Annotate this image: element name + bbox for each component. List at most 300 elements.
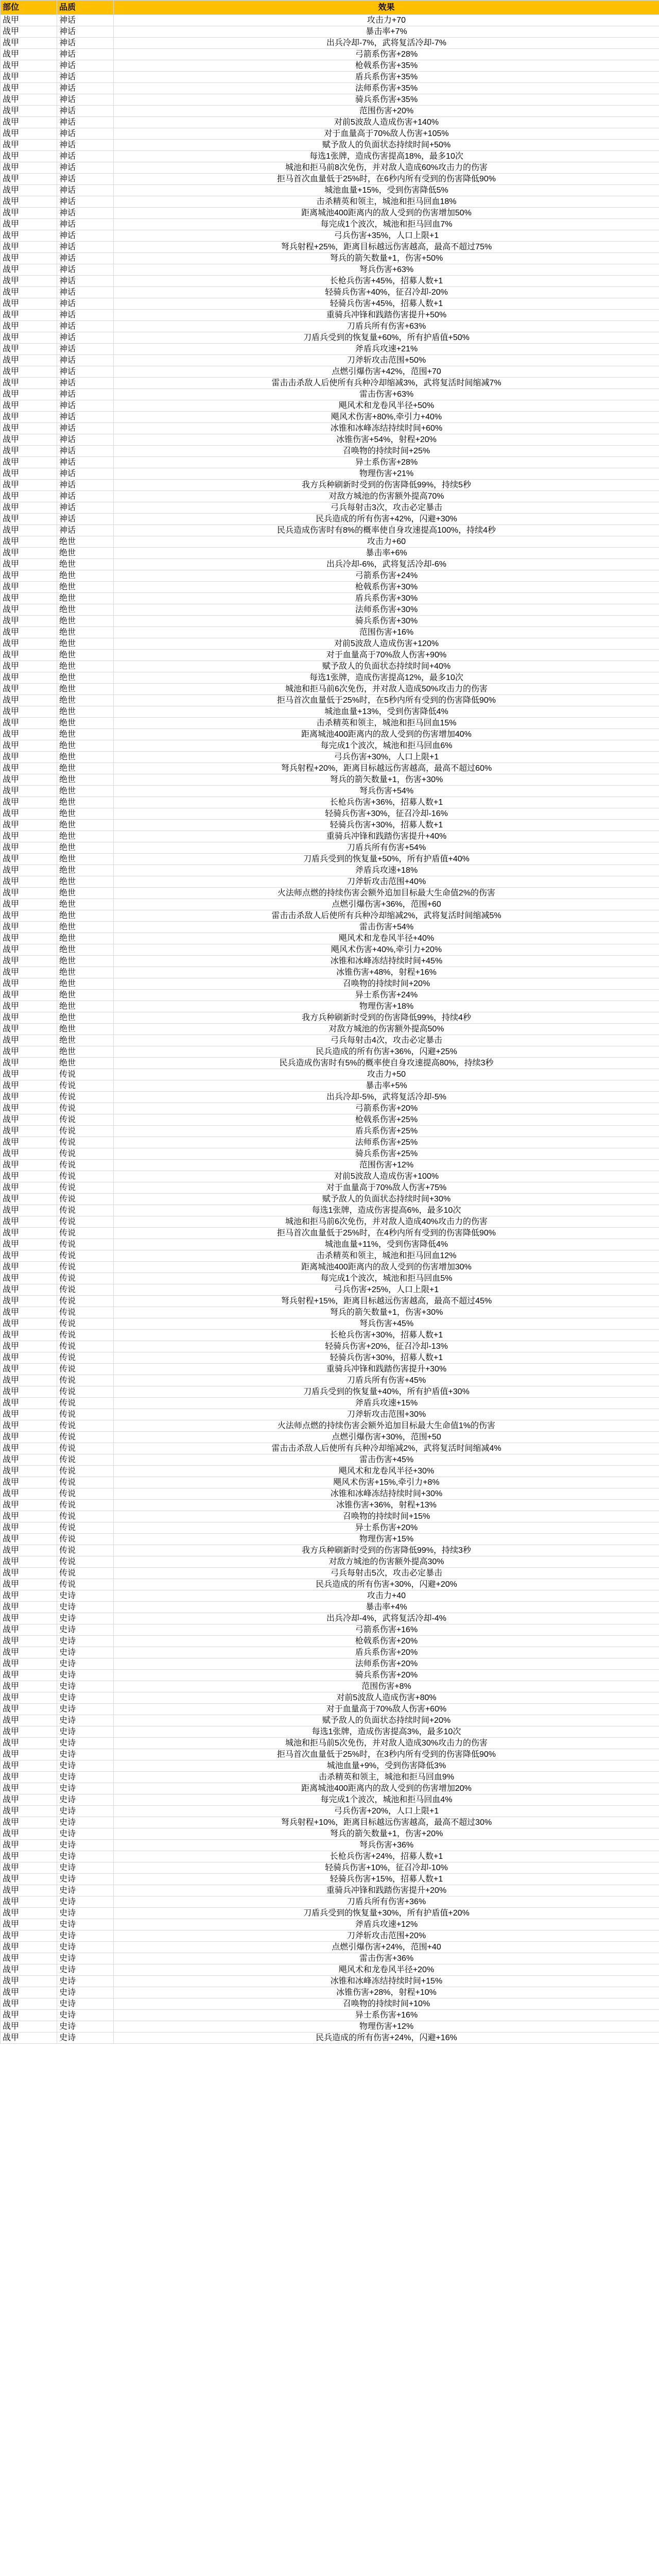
cell-effect: 飓风术和龙卷风半径+50%: [114, 400, 659, 412]
cell-effect: 雷击击杀敌人后使所有兵种冷却缩减2%，武将复活时间缩减5%: [114, 910, 659, 922]
table-row: [1, 1012, 659, 1024]
table-row: [1, 831, 659, 842]
cell-slot: 战甲: [1, 1602, 57, 1613]
cell-quality: 史诗: [57, 1715, 114, 1726]
cell-slot: 战甲: [1, 276, 57, 287]
table-row: [1, 854, 659, 865]
cell-slot: 战甲: [1, 718, 57, 729]
table-row: [1, 1160, 659, 1171]
cell-slot: 战甲: [1, 219, 57, 230]
table-row: [1, 684, 659, 695]
cell-slot: 战甲: [1, 1024, 57, 1035]
cell-effect: 每完成1个波次，城池和拒马回血7%: [114, 219, 659, 230]
cell-slot: 战甲: [1, 593, 57, 604]
cell-effect: 异士系伤害+16%: [114, 2010, 659, 2021]
cell-slot: 战甲: [1, 740, 57, 752]
cell-slot: 战甲: [1, 253, 57, 264]
cell-quality: 传说: [57, 1545, 114, 1556]
cell-effect: 刀盾兵受到的恢复量+60%，所有护盾值+50%: [114, 332, 659, 344]
cell-quality: 传说: [57, 1318, 114, 1330]
cell-effect: 距离城池400距离内的敌人受到的伤害增加50%: [114, 208, 659, 219]
cell-quality: 传说: [57, 1103, 114, 1114]
cell-slot: 战甲: [1, 366, 57, 378]
cell-slot: 战甲: [1, 1171, 57, 1182]
cell-slot: 战甲: [1, 933, 57, 944]
cell-effect: 雷击击杀敌人后使所有兵种冷却缩减3%，武将复活时间缩减7%: [114, 378, 659, 389]
cell-effect: 出兵冷却-4%，武将复活冷却-4%: [114, 1613, 659, 1624]
table-row: [1, 1874, 659, 1885]
cell-effect: 城池和拒马前6次免伤，并对敌人造成40%攻击力的伤害: [114, 1216, 659, 1228]
table-row: [1, 1024, 659, 1035]
cell-effect: 民兵造成伤害时有8%的概率使自身攻速提高100%，持续4秒: [114, 525, 659, 536]
cell-effect: 城池血量+11%，受到伤害降低4%: [114, 1239, 659, 1250]
table-row: [1, 468, 659, 480]
cell-quality: 神话: [57, 185, 114, 196]
cell-effect: 飓风术伤害+15%,牵引力+8%: [114, 1477, 659, 1488]
cell-effect: 弓箭系伤害+16%: [114, 1624, 659, 1636]
cell-effect: 点燃引爆伤害+42%，范围+70: [114, 366, 659, 378]
cell-slot: 战甲: [1, 117, 57, 128]
cell-effect: 对敌方城池的伤害额外提高50%: [114, 1024, 659, 1035]
cell-slot: 战甲: [1, 1670, 57, 1681]
cell-quality: 神话: [57, 480, 114, 491]
table-row: [1, 1998, 659, 2010]
cell-slot: 战甲: [1, 2021, 57, 2032]
cell-effect: 弓兵伤害+25%，人口上限+1: [114, 1284, 659, 1296]
table-row: [1, 1171, 659, 1182]
cell-quality: 绝世: [57, 808, 114, 820]
cell-slot: 战甲: [1, 514, 57, 525]
cell-effect: 弩兵的箭矢数量+1，伤害+30%: [114, 774, 659, 786]
cell-quality: 史诗: [57, 1874, 114, 1885]
cell-quality: 传说: [57, 1126, 114, 1137]
cell-effect: 刀盾兵受到的恢复量+30%，所有护盾值+20%: [114, 1908, 659, 1919]
cell-quality: 绝世: [57, 1046, 114, 1058]
cell-slot: 战甲: [1, 910, 57, 922]
cell-slot: 战甲: [1, 457, 57, 468]
cell-slot: 战甲: [1, 729, 57, 740]
cell-quality: 绝世: [57, 661, 114, 672]
cell-slot: 战甲: [1, 38, 57, 49]
cell-effect: 弓兵伤害+30%，人口上限+1: [114, 752, 659, 763]
cell-quality: 神话: [57, 491, 114, 502]
cell-effect: 范围伤害+8%: [114, 1681, 659, 1692]
cell-effect: 法师系伤害+20%: [114, 1658, 659, 1670]
cell-effect: 对于血量高于70%敌人伤害+90%: [114, 650, 659, 661]
table-row: [1, 1341, 659, 1352]
cell-slot: 战甲: [1, 106, 57, 117]
table-row: [1, 1092, 659, 1103]
table-row: [1, 1692, 659, 1704]
cell-slot: 战甲: [1, 287, 57, 298]
cell-slot: 战甲: [1, 1466, 57, 1477]
cell-slot: 战甲: [1, 468, 57, 480]
cell-effect: 枪戟系伤害+30%: [114, 582, 659, 593]
cell-quality: 绝世: [57, 570, 114, 582]
cell-effect: 骑兵系伤害+30%: [114, 616, 659, 627]
cell-effect: 范围伤害+12%: [114, 1160, 659, 1171]
table-row: [1, 1250, 659, 1262]
table-row: [1, 706, 659, 718]
cell-quality: 史诗: [57, 1624, 114, 1636]
cell-quality: 神话: [57, 344, 114, 355]
cell-slot: 战甲: [1, 1420, 57, 1432]
cell-slot: 战甲: [1, 298, 57, 310]
table-row: [1, 1080, 659, 1092]
table-row: [1, 695, 659, 706]
cell-effect: 弩兵的箭矢数量+1，伤害+30%: [114, 1307, 659, 1318]
cell-slot: 战甲: [1, 94, 57, 106]
cell-quality: 传说: [57, 1137, 114, 1148]
header-row: [1, 1, 659, 15]
table-row: [1, 128, 659, 140]
cell-quality: 史诗: [57, 1964, 114, 1976]
cell-slot: 战甲: [1, 1704, 57, 1715]
cell-quality: 绝世: [57, 1058, 114, 1069]
cell-effect: 斧盾兵攻速+21%: [114, 344, 659, 355]
cell-effect: 城池和拒马前6次免伤，并对敌人造成50%攻击力的伤害: [114, 684, 659, 695]
cell-quality: 史诗: [57, 1806, 114, 1817]
cell-quality: 神话: [57, 457, 114, 468]
cell-quality: 绝世: [57, 786, 114, 797]
cell-quality: 史诗: [57, 1987, 114, 1998]
cell-slot: 战甲: [1, 1613, 57, 1624]
cell-slot: 战甲: [1, 480, 57, 491]
cell-effect: 法师系伤害+25%: [114, 1137, 659, 1148]
cell-quality: 史诗: [57, 1976, 114, 1987]
cell-quality: 绝世: [57, 684, 114, 695]
cell-effect: 枪戟系伤害+25%: [114, 1114, 659, 1126]
cell-slot: 战甲: [1, 83, 57, 94]
cell-slot: 战甲: [1, 60, 57, 72]
cell-quality: 史诗: [57, 1908, 114, 1919]
cell-effect: 刀盾兵所有伤害+63%: [114, 321, 659, 332]
cell-slot: 战甲: [1, 1239, 57, 1250]
cell-effect: 每选1张牌，造成伤害提高6%，最多10次: [114, 1205, 659, 1216]
cell-slot: 战甲: [1, 808, 57, 820]
cell-effect: 飓风术和龙卷风半径+20%: [114, 1964, 659, 1976]
cell-effect: 盾兵系伤害+20%: [114, 1647, 659, 1658]
cell-quality: 传说: [57, 1330, 114, 1341]
cell-slot: 战甲: [1, 1103, 57, 1114]
cell-slot: 战甲: [1, 502, 57, 514]
table-row: [1, 1851, 659, 1862]
table-row: [1, 604, 659, 616]
cell-slot: 战甲: [1, 1500, 57, 1511]
table-row: [1, 1658, 659, 1670]
cell-effect: 范围伤害+16%: [114, 627, 659, 638]
table-row: [1, 842, 659, 854]
cell-slot: 战甲: [1, 400, 57, 412]
table-row: [1, 1216, 659, 1228]
cell-quality: 神话: [57, 174, 114, 185]
cell-slot: 战甲: [1, 1296, 57, 1307]
table-row: [1, 559, 659, 570]
cell-effect: 赋予敌人的负面状态持续时间+20%: [114, 1715, 659, 1726]
cell-slot: 战甲: [1, 1806, 57, 1817]
cell-quality: 绝世: [57, 638, 114, 650]
cell-effect: 弓箭系伤害+28%: [114, 49, 659, 60]
cell-effect: 弓箭系伤害+24%: [114, 570, 659, 582]
table-row: [1, 956, 659, 967]
cell-slot: 战甲: [1, 1987, 57, 1998]
cell-slot: 战甲: [1, 1545, 57, 1556]
table-row: [1, 1466, 659, 1477]
cell-quality: 绝世: [57, 910, 114, 922]
cell-slot: 战甲: [1, 2010, 57, 2021]
cell-slot: 战甲: [1, 1477, 57, 1488]
table-row: [1, 1760, 659, 1772]
cell-effect: 赋予敌人的负面状态持续时间+30%: [114, 1194, 659, 1205]
cell-slot: 战甲: [1, 1352, 57, 1364]
cell-quality: 神话: [57, 298, 114, 310]
cell-effect: 距离城池400距离内的敌人受到的伤害增加30%: [114, 1262, 659, 1273]
table-row: [1, 1194, 659, 1205]
cell-effect: 骑兵系伤害+25%: [114, 1148, 659, 1160]
cell-slot: 战甲: [1, 763, 57, 774]
table-row: [1, 502, 659, 514]
cell-slot: 战甲: [1, 1817, 57, 1828]
cell-effect: 民兵造成伤害时有5%的概率使自身攻速提高80%，持续3秒: [114, 1058, 659, 1069]
table-row: [1, 208, 659, 219]
table-row: [1, 514, 659, 525]
table-row: [1, 1409, 659, 1420]
cell-effect: 雷击伤害+63%: [114, 389, 659, 400]
table-row: [1, 1987, 659, 1998]
cell-slot: 战甲: [1, 1307, 57, 1318]
cell-effect: 出兵冷却-5%，武将复活冷却-5%: [114, 1092, 659, 1103]
cell-quality: 绝世: [57, 672, 114, 684]
table-row: [1, 1488, 659, 1500]
cell-effect: 击杀精英和领主，城池和拒马回血12%: [114, 1250, 659, 1262]
cell-slot: 战甲: [1, 128, 57, 140]
cell-quality: 神话: [57, 502, 114, 514]
table-row: [1, 876, 659, 888]
table-row: [1, 1670, 659, 1681]
cell-effect: 刀盾兵所有伤害+45%: [114, 1375, 659, 1386]
table-row: [1, 162, 659, 174]
cell-slot: 战甲: [1, 1284, 57, 1296]
cell-effect: 拒马首次血量低于25%时，在6秒内所有受到的伤害降低90%: [114, 174, 659, 185]
cell-slot: 战甲: [1, 242, 57, 253]
cell-slot: 战甲: [1, 1432, 57, 1443]
table-row: [1, 457, 659, 468]
cell-effect: 拒马首次血量低于25%时，在3秒内所有受到的伤害降低90%: [114, 1749, 659, 1760]
table-row: [1, 729, 659, 740]
cell-effect: 城池血量+9%，受到伤害降低3%: [114, 1760, 659, 1772]
cell-slot: 战甲: [1, 1738, 57, 1749]
cell-quality: 绝世: [57, 922, 114, 933]
cell-quality: 史诗: [57, 1828, 114, 1840]
table-row: [1, 1534, 659, 1545]
cell-slot: 战甲: [1, 1375, 57, 1386]
cell-effect: 出兵冷却-6%，武将复活冷却-6%: [114, 559, 659, 570]
cell-quality: 绝世: [57, 763, 114, 774]
cell-quality: 传说: [57, 1477, 114, 1488]
cell-quality: 传说: [57, 1284, 114, 1296]
cell-effect: 轻骑兵伤害+30%，征召冷却-16%: [114, 808, 659, 820]
table-row: [1, 899, 659, 910]
cell-effect: 距离城池400距离内的敌人受到的伤害增加20%: [114, 1783, 659, 1794]
cell-effect: 弩兵射程+25%，距离目标越远伤害越高，最高不超过75%: [114, 242, 659, 253]
cell-quality: 传说: [57, 1488, 114, 1500]
cell-slot: 战甲: [1, 196, 57, 208]
cell-slot: 战甲: [1, 1998, 57, 2010]
cell-quality: 史诗: [57, 1670, 114, 1681]
table-row: [1, 15, 659, 26]
table-row: [1, 276, 659, 287]
cell-slot: 战甲: [1, 922, 57, 933]
table-row: [1, 434, 659, 446]
table-row: [1, 1239, 659, 1250]
header-effect: 效果: [114, 1, 659, 15]
cell-effect: 异士系伤害+20%: [114, 1522, 659, 1534]
table-row: [1, 1590, 659, 1602]
cell-quality: 神话: [57, 514, 114, 525]
cell-slot: 战甲: [1, 1715, 57, 1726]
cell-effect: 弩兵伤害+36%: [114, 1840, 659, 1851]
table-row: [1, 967, 659, 978]
cell-quality: 绝世: [57, 944, 114, 956]
cell-slot: 战甲: [1, 1001, 57, 1012]
cell-quality: 绝世: [57, 1012, 114, 1024]
table-row: [1, 1228, 659, 1239]
cell-slot: 战甲: [1, 1874, 57, 1885]
table-row: [1, 196, 659, 208]
cell-quality: 绝世: [57, 582, 114, 593]
table-row: [1, 1386, 659, 1398]
table-row: [1, 366, 659, 378]
cell-quality: 史诗: [57, 1840, 114, 1851]
table-row: [1, 1749, 659, 1760]
cell-quality: 传说: [57, 1466, 114, 1477]
cell-effect: 轻骑兵伤害+40%，征召冷却-20%: [114, 287, 659, 298]
cell-effect: 轻骑兵伤害+30%，招募人数+1: [114, 820, 659, 831]
cell-slot: 战甲: [1, 1522, 57, 1534]
cell-effect: 重骑兵冲锋和践踏伤害提升+40%: [114, 831, 659, 842]
table-row: [1, 106, 659, 117]
cell-effect: 轻骑兵伤害+10%，征召冷却-10%: [114, 1862, 659, 1874]
cell-slot: 战甲: [1, 1409, 57, 1420]
cell-slot: 战甲: [1, 1953, 57, 1964]
cell-quality: 传说: [57, 1069, 114, 1080]
cell-effect: 轻骑兵伤害+30%，招募人数+1: [114, 1352, 659, 1364]
cell-effect: 长枪兵伤害+45%，招募人数+1: [114, 276, 659, 287]
table-row: [1, 1840, 659, 1851]
table-row: [1, 83, 659, 94]
cell-effect: 城池和拒马前8次免伤，并对敌人造成60%攻击力的伤害: [114, 162, 659, 174]
cell-slot: 战甲: [1, 1488, 57, 1500]
cell-slot: 战甲: [1, 412, 57, 423]
table-row: [1, 1964, 659, 1976]
cell-slot: 战甲: [1, 1114, 57, 1126]
cell-slot: 战甲: [1, 1160, 57, 1171]
cell-quality: 神话: [57, 230, 114, 242]
table-row: [1, 2010, 659, 2021]
cell-slot: 战甲: [1, 1749, 57, 1760]
cell-effect: 召唤物的持续时间+20%: [114, 978, 659, 990]
cell-quality: 绝世: [57, 729, 114, 740]
cell-effect: 斧盾兵攻速+18%: [114, 865, 659, 876]
table-row: [1, 752, 659, 763]
table-row: [1, 1726, 659, 1738]
cell-effect: 刀斧斩攻击范围+50%: [114, 355, 659, 366]
cell-quality: 绝世: [57, 650, 114, 661]
table-row: [1, 672, 659, 684]
cell-quality: 神话: [57, 72, 114, 83]
table-row: [1, 718, 659, 729]
cell-effect: 雷击伤害+45%: [114, 1454, 659, 1466]
cell-slot: 战甲: [1, 1647, 57, 1658]
cell-effect: 刀盾兵受到的恢复量+50%，所有护盾值+40%: [114, 854, 659, 865]
table-row: [1, 1579, 659, 1590]
cell-slot: 战甲: [1, 672, 57, 684]
table-row: [1, 650, 659, 661]
cell-quality: 神话: [57, 412, 114, 423]
cell-slot: 战甲: [1, 1058, 57, 1069]
cell-quality: 神话: [57, 49, 114, 60]
cell-effect: 民兵造成的所有伤害+24%，闪避+16%: [114, 2032, 659, 2044]
cell-effect: 骑兵系伤害+20%: [114, 1670, 659, 1681]
table-row: [1, 1182, 659, 1194]
cell-slot: 战甲: [1, 854, 57, 865]
table-row: [1, 582, 659, 593]
table-row: [1, 1885, 659, 1896]
cell-quality: 绝世: [57, 933, 114, 944]
table-row: [1, 72, 659, 83]
table-row: [1, 423, 659, 434]
cell-effect: 对于血量高于70%敌人伤害+75%: [114, 1182, 659, 1194]
cell-quality: 传说: [57, 1500, 114, 1511]
table-row: [1, 1636, 659, 1647]
table-row: [1, 1375, 659, 1386]
table-row: [1, 570, 659, 582]
cell-slot: 战甲: [1, 1262, 57, 1273]
cell-slot: 战甲: [1, 1919, 57, 1930]
cell-slot: 战甲: [1, 1862, 57, 1874]
cell-quality: 史诗: [57, 1738, 114, 1749]
table-row: [1, 1296, 659, 1307]
cell-quality: 绝世: [57, 967, 114, 978]
cell-slot: 战甲: [1, 752, 57, 763]
cell-slot: 战甲: [1, 49, 57, 60]
table-row: [1, 412, 659, 423]
table-row: [1, 264, 659, 276]
cell-quality: 神话: [57, 60, 114, 72]
cell-quality: 绝世: [57, 1024, 114, 1035]
cell-effect: 刀斧斩攻击范围+30%: [114, 1409, 659, 1420]
cell-effect: 骑兵系伤害+35%: [114, 94, 659, 106]
cell-effect: 弩兵伤害+45%: [114, 1318, 659, 1330]
cell-quality: 神话: [57, 38, 114, 49]
cell-quality: 绝世: [57, 854, 114, 865]
cell-effect: 飓风术和龙卷风半径+40%: [114, 933, 659, 944]
cell-effect: 冰锥伤害+54%，射程+20%: [114, 434, 659, 446]
cell-effect: 斧盾兵攻速+15%: [114, 1398, 659, 1409]
cell-slot: 战甲: [1, 570, 57, 582]
cell-slot: 战甲: [1, 559, 57, 570]
cell-effect: 轻骑兵伤害+15%，招募人数+1: [114, 1874, 659, 1885]
cell-slot: 战甲: [1, 1556, 57, 1568]
cell-effect: 城池和拒马前5次免伤，并对敌人造成30%攻击力的伤害: [114, 1738, 659, 1749]
table-row: [1, 638, 659, 650]
table-row: [1, 355, 659, 366]
table-row: [1, 1126, 659, 1137]
cell-effect: 每完成1个波次，城池和拒马回血6%: [114, 740, 659, 752]
cell-effect: 长枪兵伤害+30%，招募人数+1: [114, 1330, 659, 1341]
table-row: [1, 174, 659, 185]
cell-slot: 战甲: [1, 944, 57, 956]
